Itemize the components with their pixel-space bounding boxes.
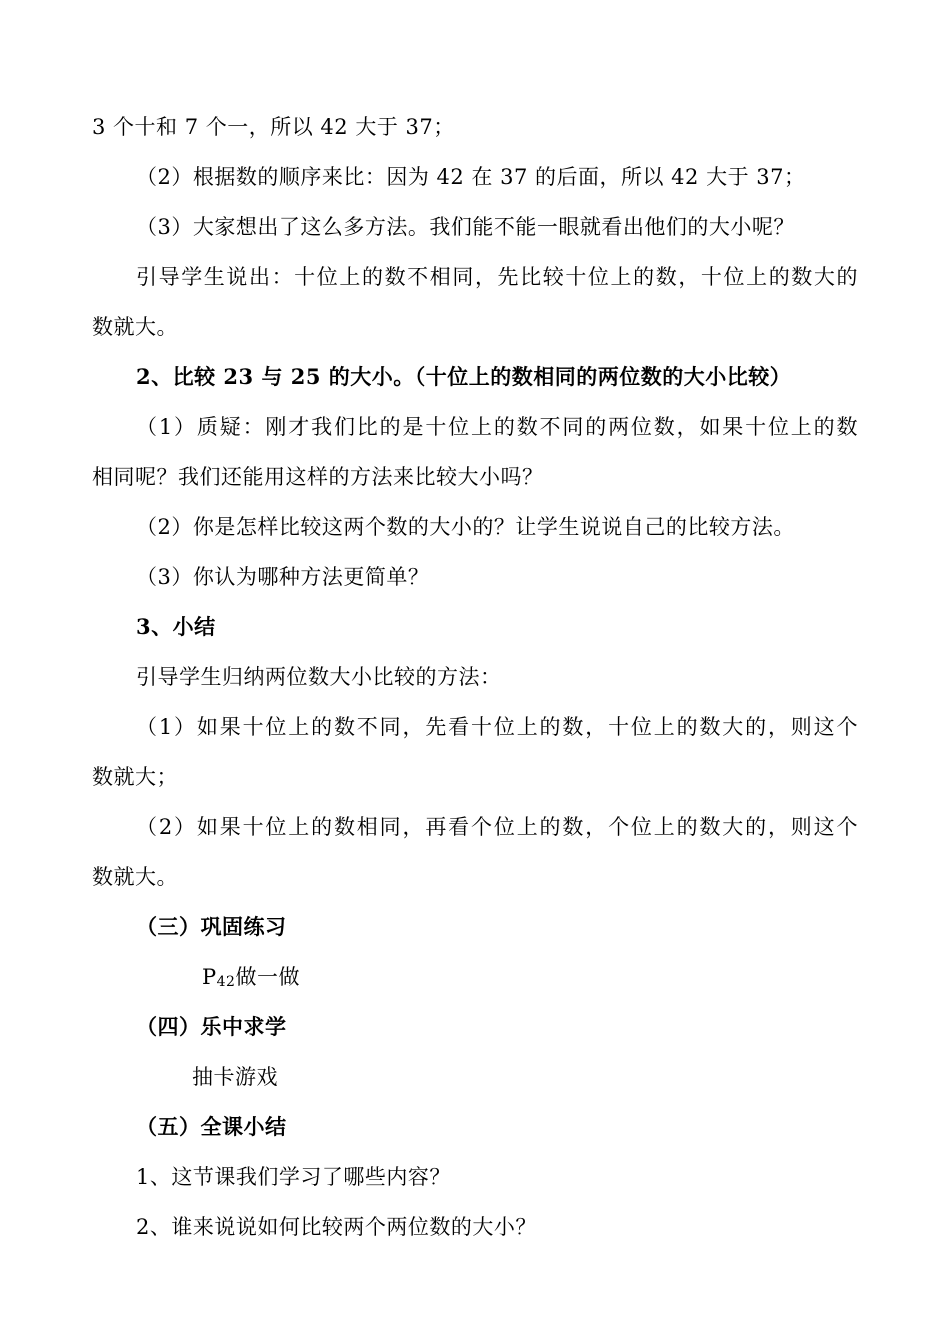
text-line: （2）如果十位上的数相同，再看个位上的数，个位上的数大的，则这个 [136,815,858,839]
text-line: （1）如果十位上的数不同，先看十位上的数，十位上的数大的，则这个 [136,715,858,739]
text-line: 引导学生说出：十位上的数不相同，先比较十位上的数，十位上的数大的 [136,265,858,289]
text-line: 抽卡游戏 [192,1065,278,1089]
section-heading: 2、比较 23 与 25 的大小。（十位上的数相同的两位数的大小比较） [136,364,792,389]
page-reference-line [202,962,300,995]
text-line: （1）质疑：刚才我们比的是十位上的数不同的两位数，如果十位上的数 [136,415,858,439]
text-line: 数就大； [92,765,178,789]
section-heading: （四）乐中求学 [136,1014,287,1039]
text-line: 3 个十和 7 个一，所以 42 大于 37； [92,115,455,139]
text-line: （3）大家想出了这么多方法。我们能不能一眼就看出他们的大小呢？ [136,215,795,239]
text-line: 引导学生归纳两位数大小比较的方法： [136,665,502,689]
section-heading: 3、小结 [136,614,216,639]
text-line: （2）你是怎样比较这两个数的大小的？让学生说说自己的比较方法。 [136,515,795,539]
text-line: 1、这节课我们学习了哪些内容？ [136,1165,451,1189]
text-line: 相同呢？我们还能用这样的方法来比较大小吗？ [92,465,544,489]
page-reference-number: 42 [216,974,236,990]
text-line: （2）根据数的顺序来比：因为 42 在 37 的后面，所以 42 大于 37； [136,165,806,189]
section-heading: （三）巩固练习 [136,914,287,939]
text-line: 2、谁来说说如何比较两个两位数的大小？ [136,1215,537,1239]
text-line: （3）你认为哪种方法更简单？ [136,565,430,589]
text-line: 数就大。 [92,315,178,339]
exercise-label: 做一做 [235,965,300,989]
text-line: 数就大。 [92,865,178,889]
section-heading: （五）全课小结 [136,1114,287,1139]
page-reference-letter: P [202,965,217,989]
